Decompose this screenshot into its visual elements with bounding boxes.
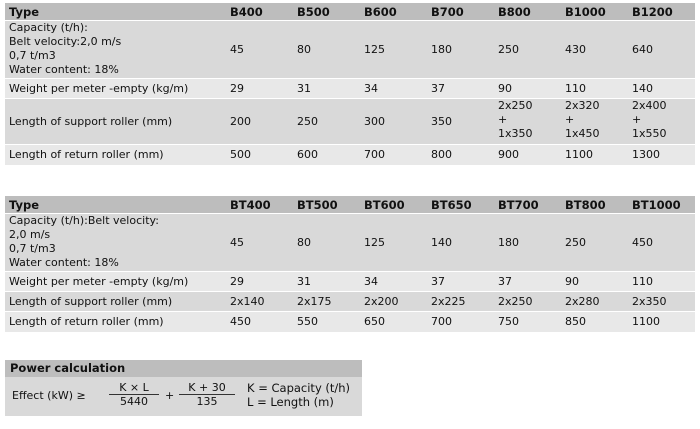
cell-value: 37 <box>427 79 494 99</box>
cell-value: 700 <box>360 145 427 165</box>
table-row <box>5 21 695 79</box>
table-row <box>5 145 695 165</box>
header-model: BT800 <box>561 196 628 214</box>
cell-value: 80 <box>293 214 360 272</box>
bt-series-spec-table <box>5 196 695 332</box>
cell-value: 2x140 <box>226 292 293 312</box>
cell-value: 80 <box>293 21 360 79</box>
cell-value: 1300 <box>628 145 695 165</box>
cell-value: 110 <box>561 79 628 99</box>
header-model: BT400 <box>226 196 293 214</box>
cell-value: 1100 <box>628 312 695 332</box>
formula-fraction-1 <box>109 381 159 408</box>
definition-k: K = Capacity (t/h) <box>247 381 351 395</box>
cell-value: 180 <box>427 21 494 79</box>
table-row <box>5 312 695 332</box>
cell-value: 125 <box>360 214 427 272</box>
formula-definitions <box>247 381 350 409</box>
row-label: Weight per meter -empty (kg/m) <box>5 79 226 99</box>
cell-value: 29 <box>226 79 293 99</box>
power-formula <box>5 377 362 416</box>
cell-value: 450 <box>628 214 695 272</box>
header-model: B1200 <box>628 3 695 21</box>
cell-value: 140 <box>628 79 695 99</box>
cell-value: 750 <box>494 312 561 332</box>
cell-value: 37 <box>427 272 494 292</box>
header-type: Type <box>5 196 226 214</box>
cell-value: 350 <box>427 99 494 145</box>
fraction-2-numerator: K + 30 <box>179 381 235 395</box>
cell-value: 900 <box>494 145 561 165</box>
cell-value: 2x250 <box>494 292 561 312</box>
cell-value: 2x320 + 1x450 <box>561 99 628 145</box>
header-model: B600 <box>360 3 427 21</box>
cell-value: 430 <box>561 21 628 79</box>
cell-value: 37 <box>494 272 561 292</box>
table-row <box>5 214 695 272</box>
cell-value: 250 <box>494 21 561 79</box>
cell-value: 450 <box>226 312 293 332</box>
formula-plus: + <box>165 389 175 402</box>
definition-l: L = Length (m) <box>247 395 334 409</box>
cell-value: 1100 <box>561 145 628 165</box>
formula-lhs: Effect (kW) ≥ <box>12 389 86 402</box>
row-label: Capacity (t/h):Belt velocity: 2,0 m/s 0,7 t/m3 Water content: 18% <box>5 214 226 272</box>
header-row <box>5 196 695 214</box>
row-label: Length of return roller (mm) <box>5 145 226 165</box>
cell-value: 125 <box>360 21 427 79</box>
cell-value: 2x400 + 1x550 <box>628 99 695 145</box>
row-label: Length of support roller (mm) <box>5 99 226 145</box>
cell-value: 640 <box>628 21 695 79</box>
header-model: B400 <box>226 3 293 21</box>
header-model: BT600 <box>360 196 427 214</box>
cell-value: 45 <box>226 21 293 79</box>
row-label: Weight per meter -empty (kg/m) <box>5 272 226 292</box>
cell-value: 700 <box>427 312 494 332</box>
header-model: BT650 <box>427 196 494 214</box>
cell-value: 850 <box>561 312 628 332</box>
cell-value: 2x200 <box>360 292 427 312</box>
header-model: B500 <box>293 3 360 21</box>
cell-value: 31 <box>293 79 360 99</box>
row-label: Length of support roller (mm) <box>5 292 226 312</box>
power-calculation-box <box>5 360 362 416</box>
header-model: B1000 <box>561 3 628 21</box>
cell-value: 650 <box>360 312 427 332</box>
table-row <box>5 272 695 292</box>
cell-value: 600 <box>293 145 360 165</box>
cell-value: 2x280 <box>561 292 628 312</box>
cell-value: 2x225 <box>427 292 494 312</box>
cell-value: 250 <box>293 99 360 145</box>
table-row <box>5 99 695 145</box>
cell-value: 250 <box>561 214 628 272</box>
header-model: BT700 <box>494 196 561 214</box>
cell-value: 140 <box>427 214 494 272</box>
cell-value: 34 <box>360 272 427 292</box>
row-label: Length of return roller (mm) <box>5 312 226 332</box>
header-row <box>5 3 695 21</box>
row-label: Capacity (t/h): Belt velocity:2,0 m/s 0,7 t/m3 Water content: 18% <box>5 21 226 79</box>
cell-value: 500 <box>226 145 293 165</box>
cell-value: 800 <box>427 145 494 165</box>
power-calculation-title: Power calculation <box>5 360 362 377</box>
table-row <box>5 79 695 99</box>
cell-value: 300 <box>360 99 427 145</box>
formula-fraction-2 <box>179 381 235 408</box>
cell-value: 29 <box>226 272 293 292</box>
table-row <box>5 292 695 312</box>
fraction-1-numerator: K × L <box>109 381 159 395</box>
header-type: Type <box>5 3 226 21</box>
cell-value: 2x250 + 1x350 <box>494 99 561 145</box>
cell-value: 90 <box>561 272 628 292</box>
cell-value: 200 <box>226 99 293 145</box>
cell-value: 550 <box>293 312 360 332</box>
cell-value: 110 <box>628 272 695 292</box>
cell-value: 180 <box>494 214 561 272</box>
header-model: B800 <box>494 3 561 21</box>
b-series-spec-table <box>5 3 695 165</box>
header-model: BT500 <box>293 196 360 214</box>
cell-value: 90 <box>494 79 561 99</box>
fraction-2-denominator: 135 <box>196 395 218 408</box>
header-model: B700 <box>427 3 494 21</box>
cell-value: 45 <box>226 214 293 272</box>
cell-value: 2x350 <box>628 292 695 312</box>
fraction-1-denominator: 5440 <box>120 395 148 408</box>
cell-value: 31 <box>293 272 360 292</box>
header-model: BT1000 <box>628 196 695 214</box>
cell-value: 34 <box>360 79 427 99</box>
cell-value: 2x175 <box>293 292 360 312</box>
